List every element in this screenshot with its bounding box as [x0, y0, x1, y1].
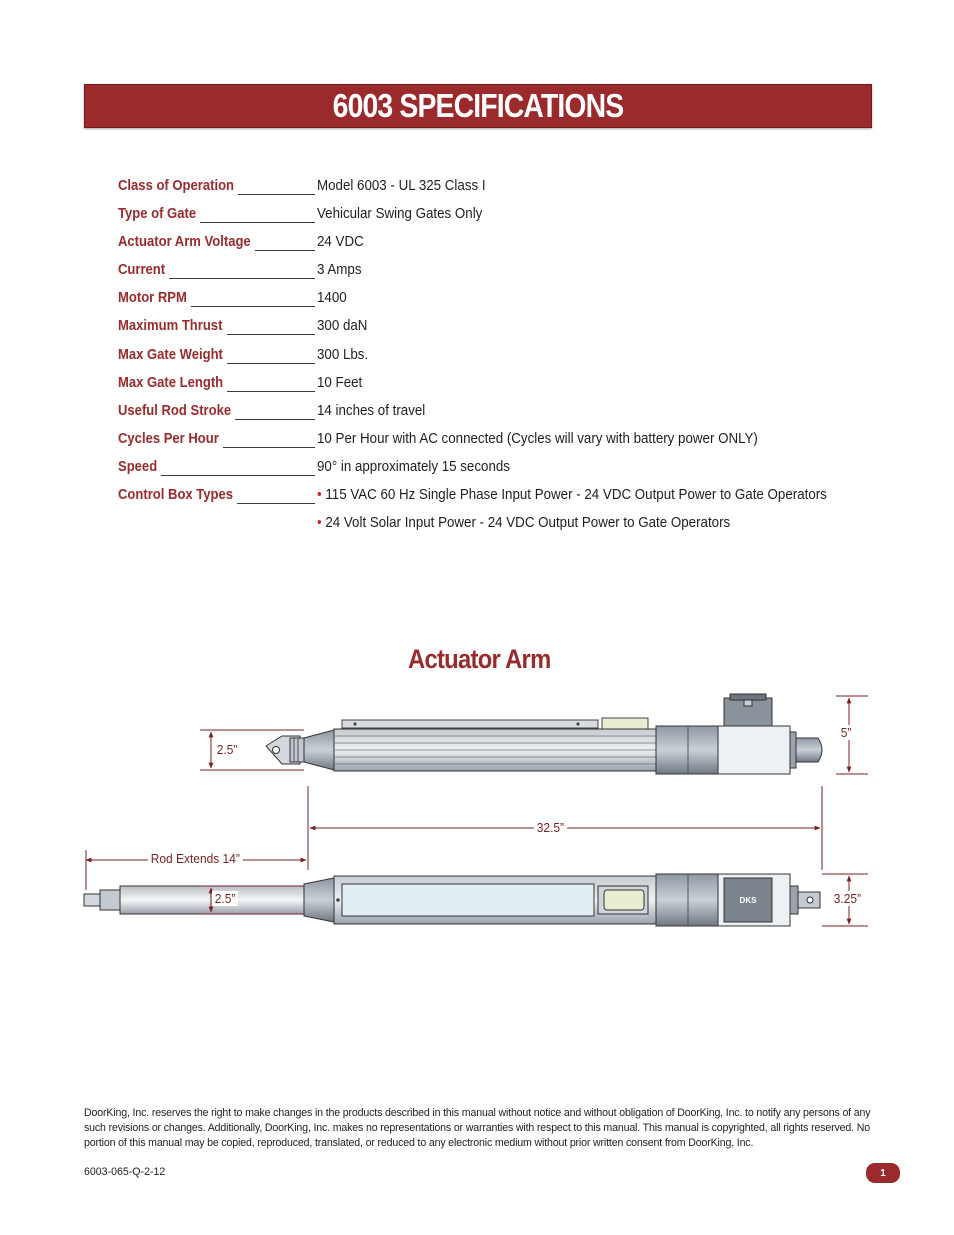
page-title: 6003 SPECIFICATIONS	[332, 87, 624, 124]
dim-body-length-label: 32.5”	[534, 820, 567, 835]
spec-value-text: 10 Per Hour with AC connected (Cycles will vary with battery power ONLY)	[317, 430, 758, 447]
spec-label: Current	[118, 262, 166, 279]
spec-label: Max Gate Weight	[118, 346, 223, 363]
actuator-bottom-view	[84, 874, 820, 926]
spec-value	[317, 459, 510, 475]
spec-row	[118, 316, 898, 344]
bullet-icon: •	[317, 515, 322, 532]
spec-value	[317, 318, 367, 334]
spec-row	[118, 485, 898, 513]
actuator-top-view	[266, 694, 822, 774]
spec-row	[118, 345, 898, 373]
spec-row	[118, 457, 898, 485]
dim-bottom-height-label: 2.5”	[212, 891, 238, 906]
dim-top-height-label: 2.5”	[214, 742, 240, 757]
spec-leader-line	[161, 475, 315, 476]
spec-table	[118, 176, 898, 541]
spec-row	[118, 429, 898, 457]
spec-label: Actuator Arm Voltage	[118, 234, 251, 251]
spec-value	[317, 347, 368, 363]
spec-label: Class of Operation	[118, 178, 235, 194]
spec-value	[317, 234, 364, 250]
actuator-arm-diagram	[0, 680, 954, 940]
spec-value	[317, 290, 347, 306]
spec-leader-line	[235, 419, 315, 420]
spec-value-text: 115 VAC 60 Hz Single Phase Input Power - 24 VDC Output Power to Gate Operators	[325, 487, 827, 504]
spec-value-text: 10 Feet	[317, 374, 363, 391]
page-number: 1	[880, 1167, 886, 1179]
spec-leader-line	[191, 306, 315, 307]
spec-value	[317, 515, 730, 531]
spec-value-text: Model 6003 - UL 325 Class I	[317, 178, 486, 194]
spec-label: Maximum Thrust	[118, 318, 223, 335]
spec-value	[317, 403, 425, 419]
spec-row	[118, 232, 898, 260]
spec-row	[118, 288, 898, 316]
spec-value-text: Vehicular Swing Gates Only	[317, 206, 483, 223]
spec-label: Max Gate Length	[118, 374, 224, 391]
spec-value	[317, 431, 758, 447]
spec-row	[118, 176, 898, 204]
disclaimer-text: DoorKing, Inc. reserves the right to make changes in the products described in this manual without notice and without obligation of DoorKing, Inc. to notify any persons of any such revisions or changes. Additionally, DoorKing, Inc. makes no representations or warranties with respect to this manual. This manual is copyrighted, all rights reserved. No portion of this manual may be copied, reproduced, translated, or reduced to any electronic medium without prior written consent from DoorKing, Inc.	[84, 1107, 871, 1149]
actuator-drawing	[0, 680, 954, 940]
spec-leader-line	[227, 391, 315, 392]
spec-row	[118, 204, 898, 232]
dim-bottom-right-height-label: 3.25”	[831, 891, 864, 906]
spec-leader-line	[200, 222, 315, 223]
spec-leader-line	[255, 250, 315, 251]
spec-label: Cycles Per Hour	[118, 430, 219, 447]
spec-row	[118, 513, 898, 541]
spec-label: Control Box Types	[118, 487, 234, 504]
spec-leader-line	[238, 194, 315, 195]
spec-leader-line	[237, 503, 315, 504]
spec-label: Speed	[118, 458, 158, 475]
spec-value-text: 3 Amps	[317, 262, 362, 279]
spec-value	[317, 206, 482, 222]
dim-rod-extends-label: Rod Extends 14”	[148, 851, 243, 866]
spec-label: Motor RPM	[118, 290, 187, 307]
spec-value-text: 1400	[317, 290, 347, 307]
spec-value	[317, 375, 362, 391]
spec-value	[317, 487, 827, 503]
spec-row	[118, 373, 898, 401]
spec-leader-line	[223, 447, 315, 448]
dim-top-right-height-label: 5”	[838, 725, 854, 740]
bullet-icon: •	[317, 487, 322, 504]
spec-value-text: 90° in approximately 15 seconds	[317, 458, 510, 475]
spec-leader-line	[227, 363, 315, 364]
section-title: Actuator Arm	[408, 644, 551, 674]
document-id: 6003-065-Q-2-12	[84, 1166, 166, 1178]
spec-value-text: 24 Volt Solar Input Power - 24 VDC Output Power to Gate Operators	[325, 515, 731, 532]
spec-leader-line	[227, 334, 315, 335]
spec-value-text: 24 VDC	[317, 234, 364, 251]
dks-logo: DKS	[739, 896, 757, 905]
spec-value	[317, 178, 486, 194]
page-title-banner	[84, 84, 872, 128]
spec-label: Useful Rod Stroke	[118, 402, 232, 419]
page-number-badge	[866, 1163, 900, 1183]
spec-leader-line	[169, 278, 315, 279]
spec-row	[118, 260, 898, 288]
spec-value	[317, 262, 361, 278]
spec-row	[118, 401, 898, 429]
spec-value-text: 300 Lbs.	[317, 346, 369, 363]
spec-label: Type of Gate	[118, 206, 197, 223]
spec-value-text: 14 inches of travel	[317, 402, 426, 419]
spec-value-text: 300 daN	[317, 318, 368, 335]
